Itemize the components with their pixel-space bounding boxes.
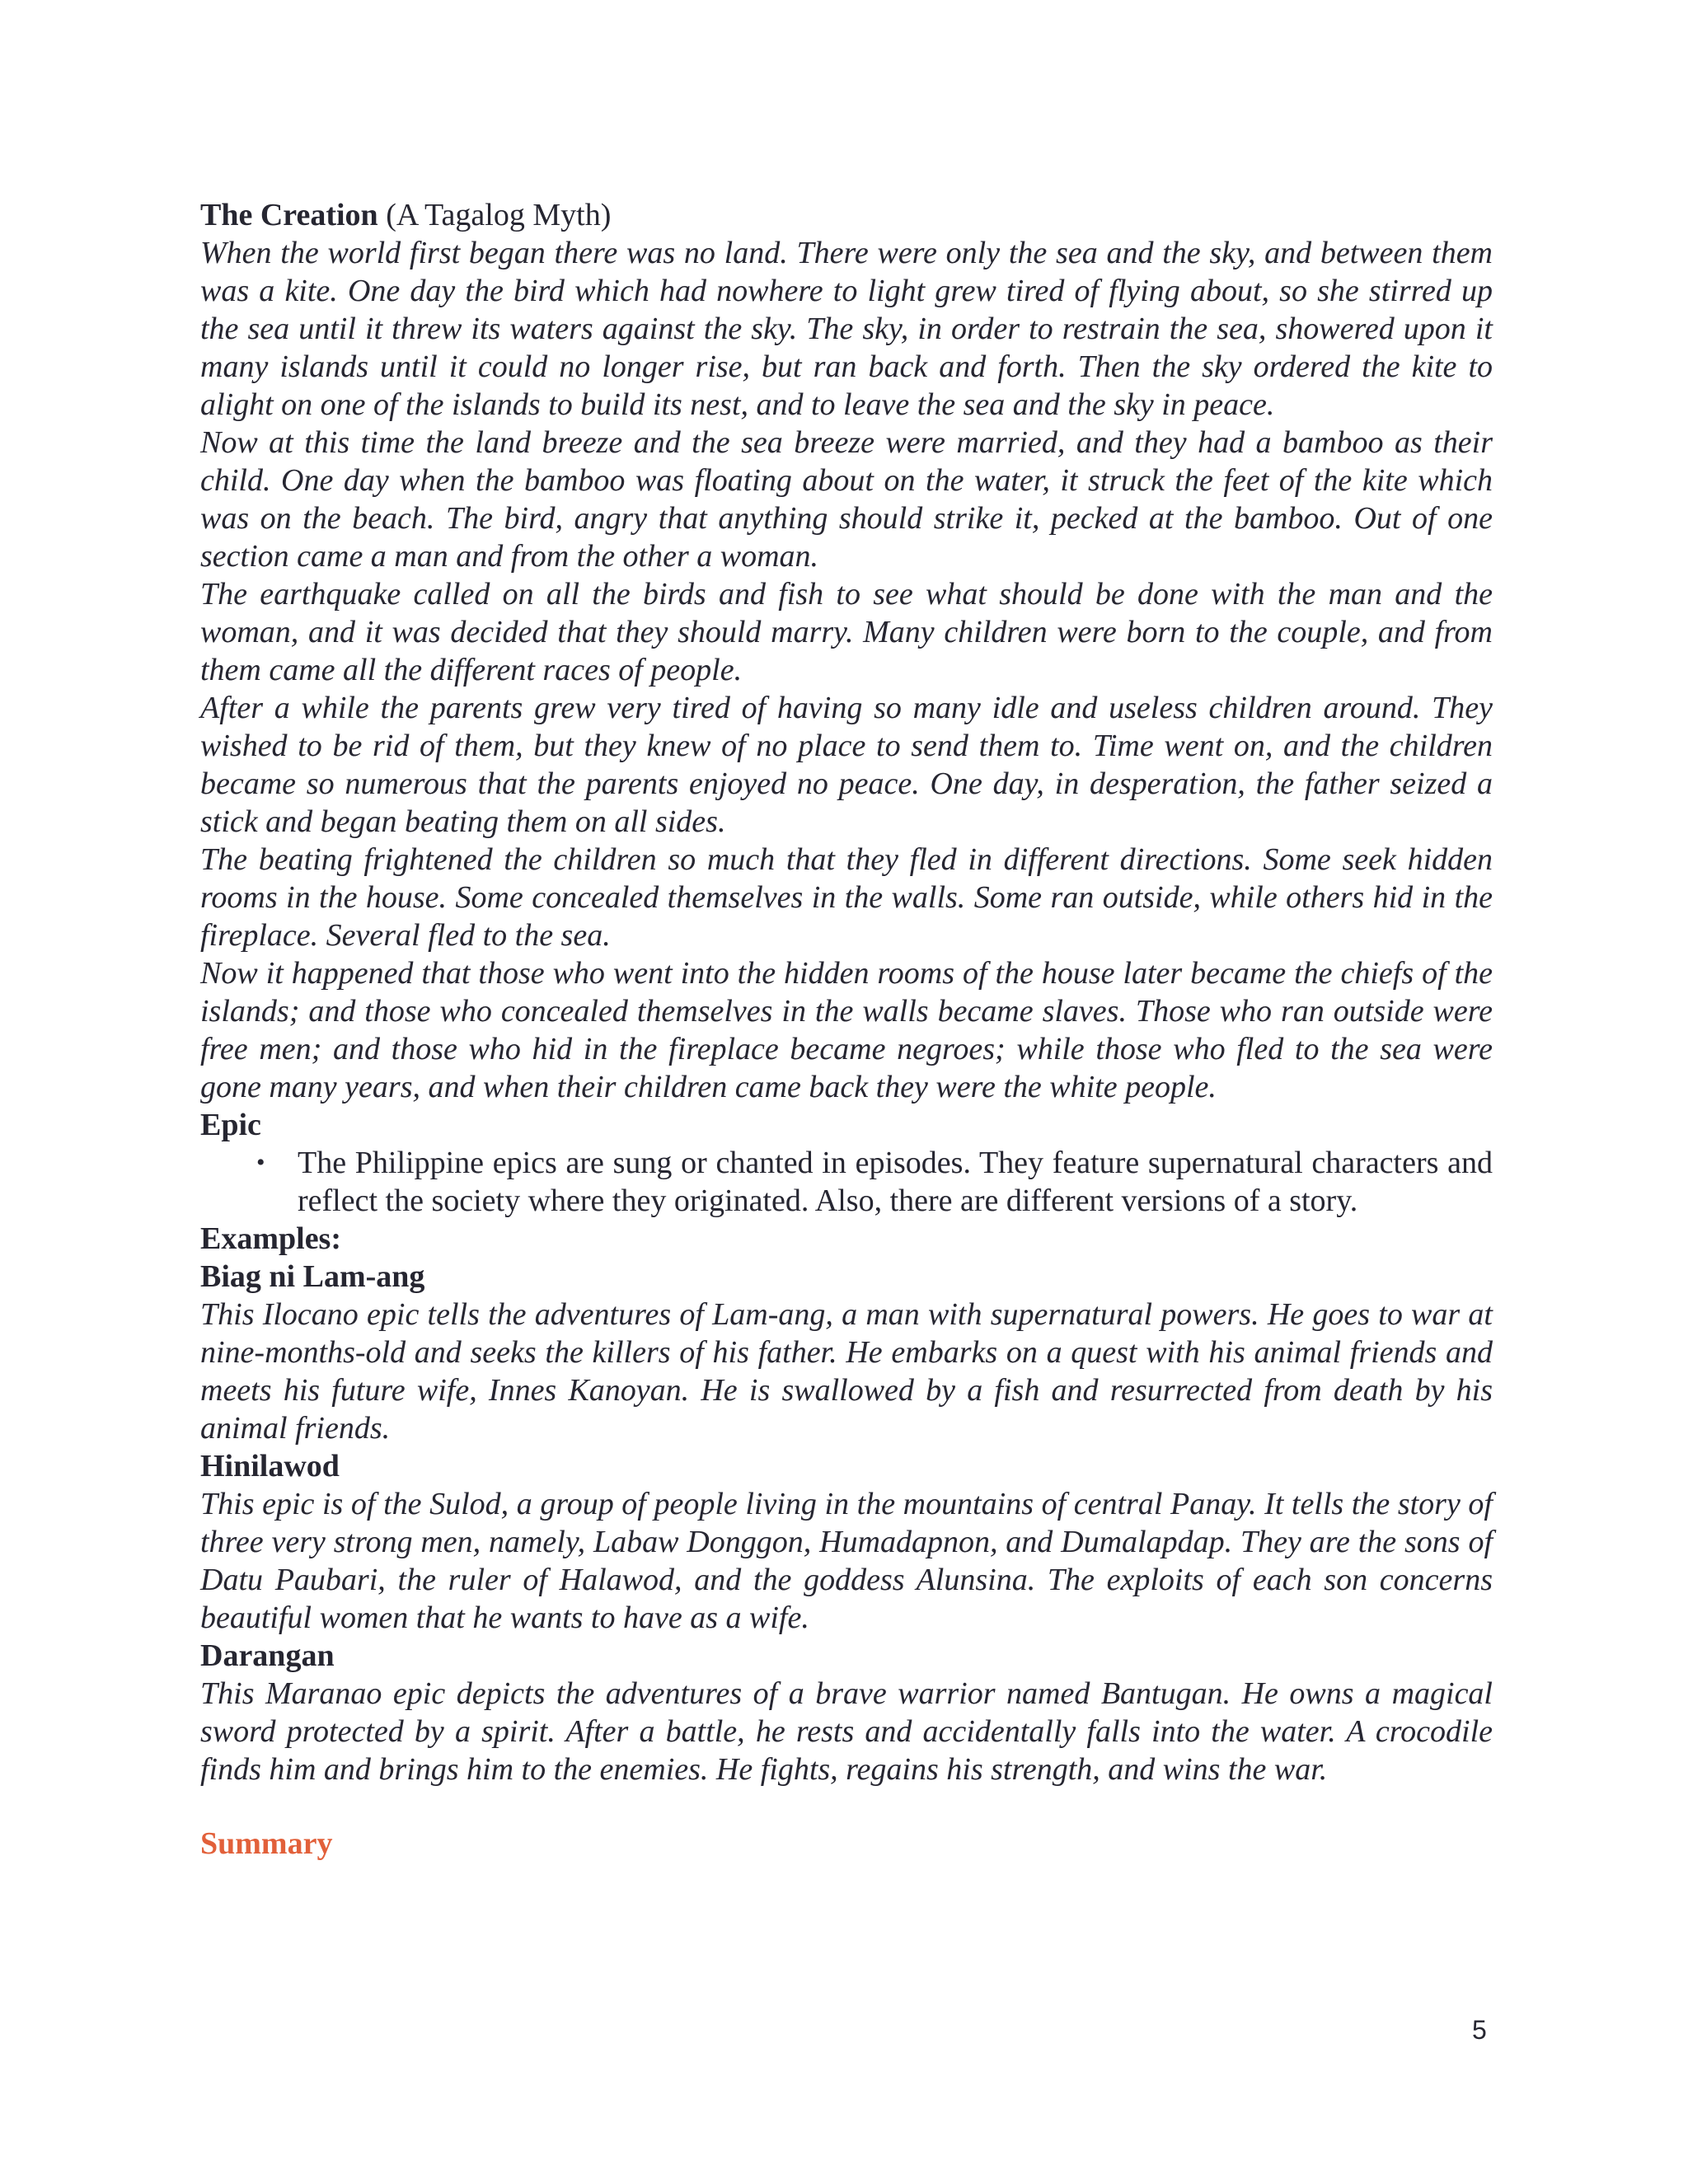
- creation-paragraph: The beating frightened the children so much that they fled in different directions. Some seek hidden rooms in the house. Some concealed themselves in the walls. Some ran outside, while others hid in the fireplace. Several fled to the sea.: [200, 842, 1493, 953]
- epic-bullet-text: The Philippine epics are sung or chanted in episodes. They feature supernatural characters and reflect the society where they originated. Also, there are different versions of a story.: [298, 1146, 1493, 1218]
- example-text: This Maranao epic depicts the adventures of a brave warrior named Bantugan. He owns a magical sword protected by a spirit. After a battle, he rests and accidentally falls into the water. A crocodile finds him and brings him to the enemies. He fights, regains his strength, and wins the war.: [200, 1676, 1493, 1787]
- bullet-icon: •: [256, 1149, 265, 1176]
- creation-paragraph: Now it happened that those who went into the hidden rooms of the house later became the chiefs of the islands; and those who concealed themselves in the walls became slaves. Those who ran outside were free men; and those who hid in the fireplace became negroes; while those who fled to the sea were gone many years, and when their children came back they were the white people.: [200, 956, 1493, 1104]
- creation-paragraph: After a while the parents grew very tired of having so many idle and useless children around. They wished to be rid of them, but they knew of no place to send them to. Time went on, and the children became so numerous that the parents enjoyed no peace. One day, in desperation, the father seized a stick and began beating them on all sides.: [200, 691, 1493, 839]
- example-text: This Ilocano epic tells the adventures of Lam-ang, a man with supernatural powers. He goes to war at nine-months-old and seeks the killers of his father. He embarks on a quest with his animal friends and meets his future wife, Innes Kanoyan. He is swallowed by a fish and resurrected from death by his animal friends.: [200, 1297, 1493, 1446]
- creation-title-line: [200, 196, 1493, 234]
- page-content: [200, 196, 1493, 1863]
- examples-label: Examples:: [200, 1221, 341, 1256]
- page-number: 5: [1472, 2015, 1487, 2045]
- creation-paragraph: When the world first began there was no land. There were only the sea and the sky, and between them was a kite. One day the bird which had nowhere to light grew tired of flying about, so she stirred up the sea until it threw its waters against the sky. The sky, in order to restrain the sea, showered upon it many islands until it could no longer rise, but ran back and forth. Then the sky ordered the kite to alight on one of the islands to build its nest, and to leave the sea and the sky in peace.: [200, 236, 1493, 422]
- summary-heading: Summary: [200, 1826, 333, 1861]
- example-text: This epic is of the Sulod, a group of people living in the mountains of central Panay. It tells the story of three very strong men, namely, Labaw Donggon, Humadapnon, and Dumalapdap. They are the sons of Datu Paubari, the ruler of Halawod, and the goddess Alunsina. The exploits of each son concerns beautiful women that he wants to have as a wife.: [200, 1487, 1493, 1635]
- creation-subtitle: (A Tagalog Myth): [386, 198, 612, 232]
- example-title: Biag ni Lam-ang: [200, 1259, 425, 1294]
- creation-paragraph: Now at this time the land breeze and the sea breeze were married, and they had a bamboo as their child. One day when the bamboo was floating about on the water, it struck the feet of the kite which was on the beach. The bird, angry that anything should strike it, pecked at the bamboo. Out of one section came a man and from the other a woman.: [200, 425, 1493, 574]
- creation-paragraph: The earthquake called on all the birds and fish to see what should be done with the man and the woman, and it was decided that they should marry. Many children were born to the couple, and from them came all the different races of people.: [200, 577, 1493, 687]
- creation-title: The Creation: [200, 198, 378, 232]
- example-title: Hinilawod: [200, 1449, 340, 1483]
- epic-heading: Epic: [200, 1108, 261, 1142]
- example-title: Darangan: [200, 1638, 335, 1673]
- epic-bullet-item: [256, 1144, 1493, 1220]
- epic-bullet-list: [200, 1144, 1493, 1220]
